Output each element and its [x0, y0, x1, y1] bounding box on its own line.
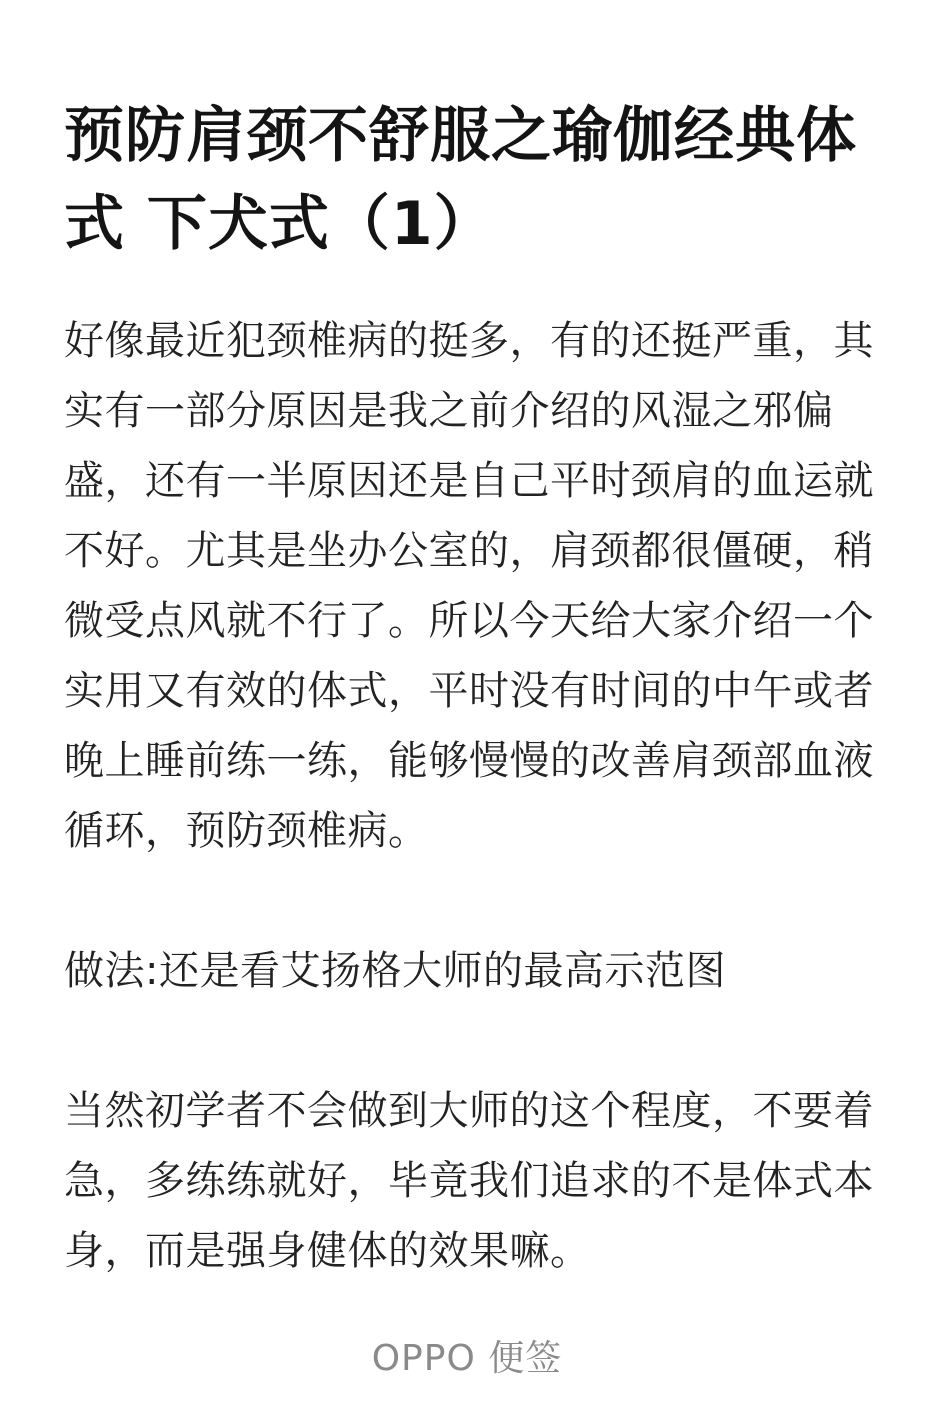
note-title: 预防肩颈不舒服之瑜伽经典体式 下犬式（1）: [64, 101, 857, 259]
note-content: [64, 92, 884, 1286]
note-paragraph-beginner: 当然初学者不会做到大师的这个程度，不要着急，多练练就好，毕竟我们追求的不是体式本身，而是强身健体的效果嘛。: [64, 1088, 874, 1274]
note-paragraph-method: 做法:还是看艾扬格大师的最高示范图: [64, 948, 726, 994]
note-paragraph-intro: 好像最近犯颈椎病的挺多，有的还挺严重，其实有一部分原因是我之前介绍的风湿之邪偏盛，还有一半原因还是自己平时颈肩的血运就不好。尤其是坐办公室的，肩颈都很僵硬，稍微受点风就不行了。所以今天给大家介绍一个实用又有效的体式，平时没有时间的中午或者晚上睡前练一练，能够慢慢的改善肩颈部血液循环，预防颈椎病。: [64, 318, 874, 854]
app-watermark: OPPO 便签: [371, 1338, 563, 1379]
